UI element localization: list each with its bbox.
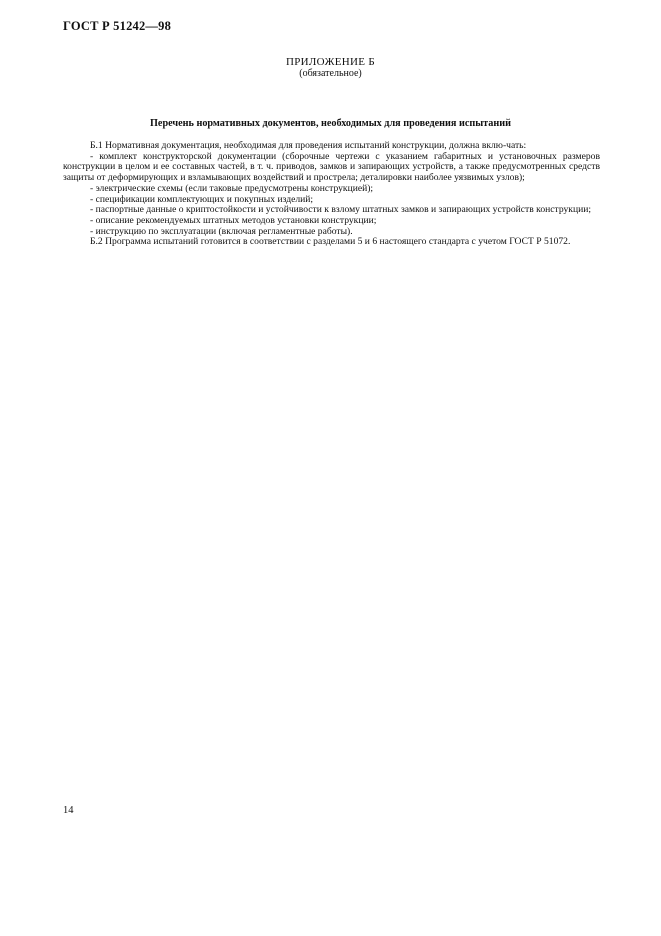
section-title: Перечень нормативных документов, необходимых для проведения испытаний (150, 118, 511, 129)
appendix-subtitle: (обязательное) (299, 68, 362, 79)
list-item-passport-data: - паспортные данные о криптостойкости и устойчивости к взлому штатных замков и запирающих устройств конструкции; (90, 204, 592, 216)
paragraph-b2: Б.2 Программа испытаний готовится в соответствии с разделами 5 и 6 настоящего стандарта с учетом ГОСТ Р 51072. (90, 236, 571, 248)
body-text (63, 141, 600, 248)
list-item-installation-methods: - описание рекомендуемых штатных методов установки конструкции; (90, 214, 377, 226)
list-item-design-docs: - комплект конструкторской документации (сборочные чертежи с указанием габаритных и установочных размеров конструкции в целом и ее составных частей, в т. ч. приводов, замков и запирающих устройств, а также предусмотренных средств защиты от деформирующих и взламывающих воздействий и прострела; деталировки наиболее уязвимых узлов); (63, 150, 600, 184)
list-item-electrical-schemes: - электрические схемы (если таковые предусмотрены конструкцией); (90, 182, 374, 194)
paragraph-b1: Б.1 Нормативная документация, необходимая для проведения испытаний конструкции, должна вклю-чать: (90, 140, 527, 151)
list-item-operating-manual: - инструкцию по эксплуатации (включая регламентные работы). (90, 225, 353, 237)
appendix-title: ПРИЛОЖЕНИЕ Б (286, 56, 375, 68)
list-item-specifications: - спецификации комплектующих и покупных изделий; (90, 193, 314, 205)
page-number: 14 (63, 805, 74, 816)
document-code: ГОСТ Р 51242—98 (63, 19, 172, 33)
